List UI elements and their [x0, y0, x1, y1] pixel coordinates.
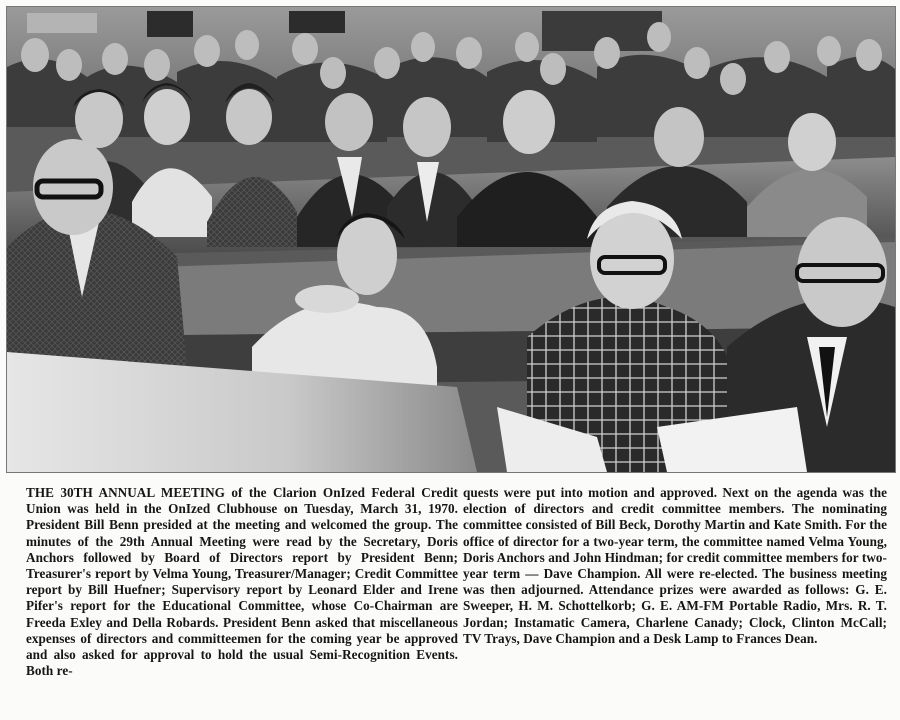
caption-right-body: quests were put into motion and approved. Next on the agenda was the election of directors and credit committee members. The nominating committee consisted of Bill Beck, Dorothy Martin and Kate Smith. For the office of director for a two-year term, the committee named Velma Young, Doris Anchors and John Hindman; for credit committee members for two-year term — Dave Champion. All were re-elected. The business meeting was then adjourned. Attendance prizes were awarded as follows: G. E. Sweeper, H. M. Schottelkorb; G. E. AM-FM Portable Radio, Mrs. R. T. Jordan; Instamatic Camera, Charlene Canady; Clock, Clinton McCall; TV Trays, Dave Champion and a Desk Lamp to Frances Dean.	[463, 485, 887, 646]
caption-column-left	[26, 485, 458, 679]
caption-lead: THE 30TH ANNUAL MEETING	[26, 485, 225, 500]
caption-column-right	[463, 485, 887, 647]
caption-left-body: of the Clarion OnIzed Federal Credit Union was held in the OnIzed Clubhouse on Tuesday, March 31, 1970. President Bill Benn presided at the meeting and welcomed the group. The minutes of the 29th Annual Meeting were read by the Secretary, Doris Anchors followed by Board of Directors report by President Benn; Treasurer's report by Velma Young, Treasurer/Manager; Credit Committee report by Bill Huefner; Supervisory report by Leonard Elder and Irene Pifer's report for the Educational Committee, whose Co-Chairman are Freeda Exley and Della Robards. President Benn asked that miscellaneous expenses of directors and committeemen for the coming year be approved and also asked for approval to hold the usual Semi-Recognition Events. Both re-	[26, 485, 458, 679]
meeting-photograph	[6, 6, 896, 473]
photo-illustration	[7, 7, 895, 472]
